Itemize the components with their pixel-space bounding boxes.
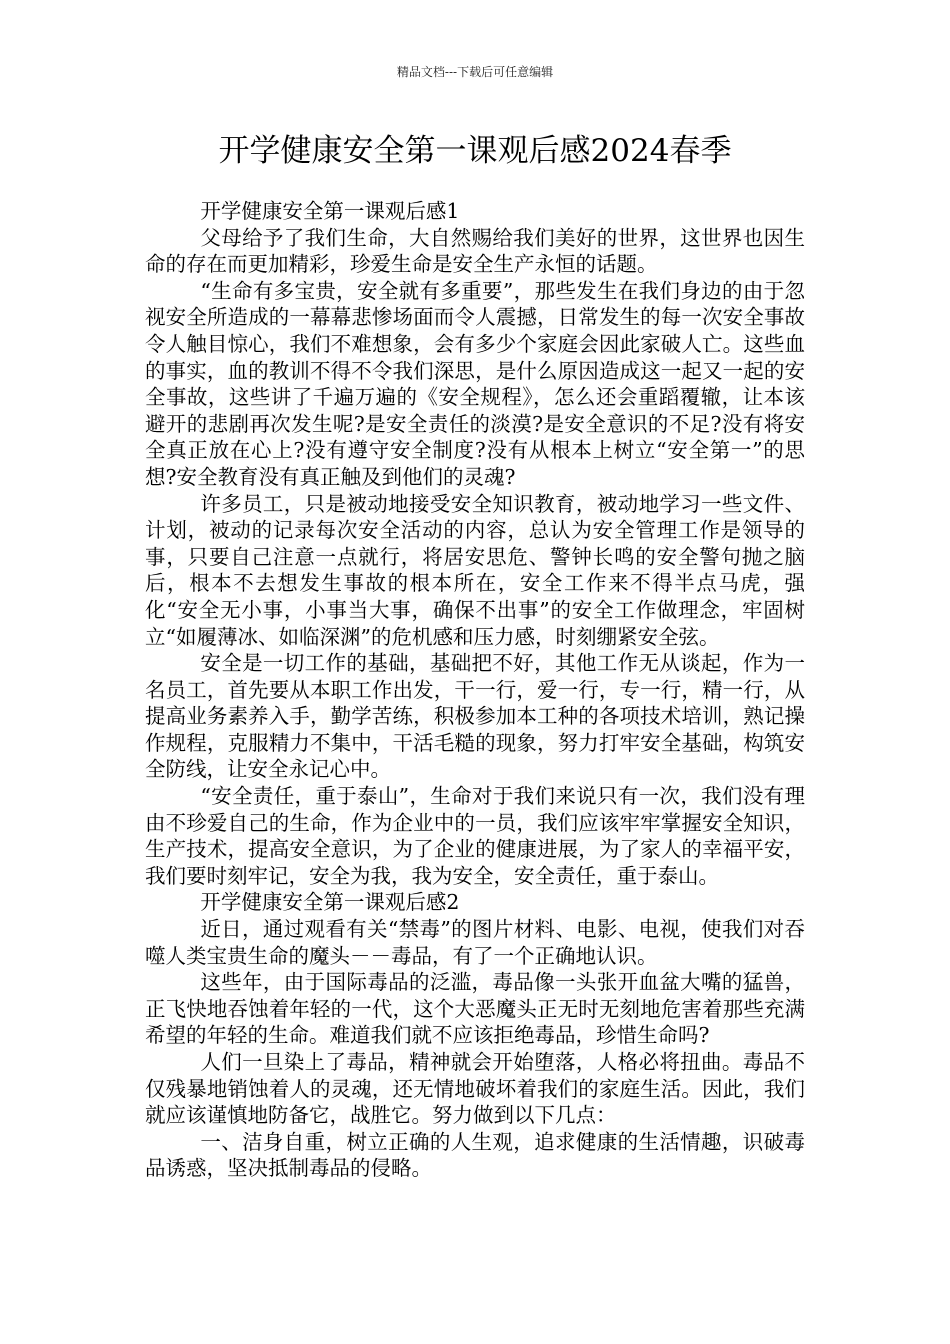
paragraph: “生命有多宝贵，安全就有多重要”，那些发生在我们身边的由于忽视安全所造成的一幕幕悲惨场面而令人震撼，日常发生的每一次安全事故令人触目惊心，我们不难想象，会有多少个家庭会因此家破人亡。这些血的事实，血的教训不得不令我们深思，是什么原因造成这一起又一起的安全事故，这些讲了千遍万遍的《安全规程》，怎么还会重蹈覆辙，让本该避开的悲剧再次发生呢?是安全责任的淡漠?是安全意识的不足?没有将安全真正放在心上?没有遵守安全制度?没有从根本上树立“安全第一”的思想?安全教育没有真正触及到他们的灵魂? <box>145 278 805 489</box>
paragraph: 一、洁身自重，树立正确的人生观，追求健康的生活情趣，识破毒品诱惑，坚决抵制毒品的侵略。 <box>145 1129 805 1181</box>
paragraph: 许多员工，只是被动地接受安全知识教育，被动地学习一些文件、计划，被动的记录每次安全活动的内容，总认为安全管理工作是领导的事，只要自己注意一点就行，将居安思危、警钟长鸣的安全警句抛之脑后，根本不去想发生事故的根本所在，安全工作来不得半点马虎，强化“安全无小事，小事当大事，确保不出事”的安全工作做理念，牢固树立“如履薄冰、如临深渊”的危机感和压力感，时刻绷紧安全弦。 <box>145 491 805 649</box>
paragraph: “安全责任，重于泰山”，生命对于我们来说只有一次，我们没有理由不珍爱自己的生命，作为企业中的一员，我们应该牢牢掌握安全知识，生产技术，提高安全意识，为了企业的健康进展，为了家人的幸福平安，我们要时刻牢记，安全为我，我为安全，安全责任，重于泰山。 <box>145 784 805 888</box>
document-body <box>145 198 805 1182</box>
section-heading-1: 开学健康安全第一课观后感1 <box>200 199 460 223</box>
paragraph: 近日，通过观看有关“禁毒”的图片材料、电影、电视，使我们对吞噬人类宝贵生命的魔头－－毒品，有了一个正确地认识。 <box>145 917 805 968</box>
paragraph: 安全是一切工作的基础，基础把不好，其他工作无从谈起，作为一名员工，首先要从本职工作出发，干一行，爱一行，专一行，精一行，从提高业务素养入手，勤学苦练，积极参加本工种的各项技术培训，熟记操作规程，克服精力不集中，干活毛糙的现象，努力打牢安全基础，构筑安全防线，让安全永记心中。 <box>145 651 805 782</box>
paragraph: 这些年，由于国际毒品的泛滥，毒品像一头张开血盆大嘴的猛兽，正飞快地吞蚀着年轻的一代，这个大恶魔头正无时无刻地危害着那些充满希望的年轻的生命。难道我们就不应该拒绝毒品，珍惜生命吗? <box>145 970 805 1048</box>
paragraph: 人们一旦染上了毒品，精神就会开始堕落，人格必将扭曲。毒品不仅残暴地销蚀着人的灵魂，还无情地破坏着我们的家庭生活。因此，我们就应该谨慎地防备它，战胜它。努力做到以下几点： <box>145 1050 805 1128</box>
section-heading-2: 开学健康安全第一课观后感2 <box>200 890 460 915</box>
document-title: 开学健康安全第一课观后感2024春季 <box>218 133 732 169</box>
page-header-note: 精品文档---下载后可任意编辑 <box>396 65 554 79</box>
paragraph: 父母给予了我们生命，大自然赐给我们美好的世界，这世界也因生命的存在而更加精彩，珍爱生命是安全生产永恒的话题。 <box>145 225 805 277</box>
